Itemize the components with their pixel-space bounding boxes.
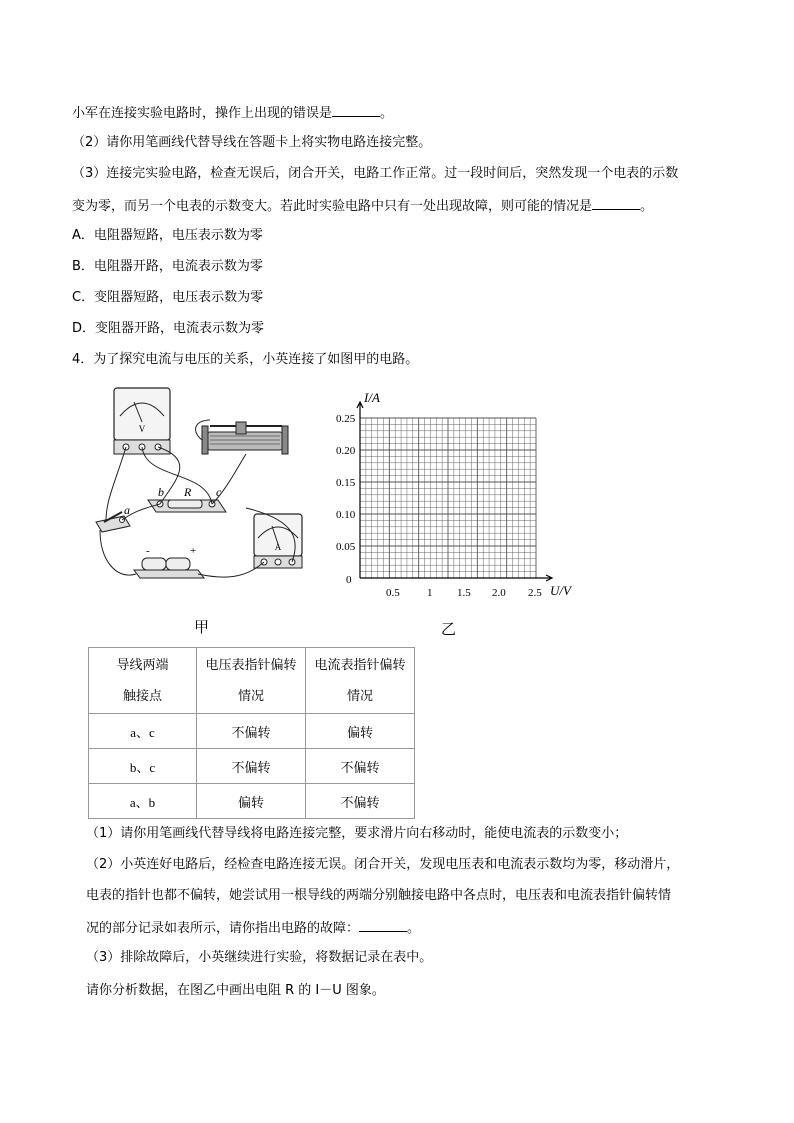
table-cell: 不偏转 <box>306 749 415 784</box>
point-c-label: c <box>216 485 222 499</box>
ammeter-label: A <box>274 542 282 552</box>
battery-icon <box>134 545 204 578</box>
table-cell: 不偏转 <box>306 784 415 819</box>
question-line <box>72 197 653 215</box>
x-tick-label: 1 <box>427 587 433 599</box>
resistor-label: R <box>184 485 192 499</box>
table-cell: 偏转 <box>306 714 415 749</box>
x-tick-label: 2.0 <box>492 587 506 599</box>
rheostat-icon <box>202 422 288 454</box>
resistor-icon <box>148 485 226 512</box>
question-text: 况的部分记录如表所示，请你指出电路的故障： <box>86 921 360 936</box>
header-cell: 导线两端 触接点 <box>89 648 197 714</box>
question-line: （2）请你用笔画线代替导线在答题卡上将实物电路连接完整。 <box>72 135 432 150</box>
option-d: D．变阻器开路，电流表示数为零 <box>72 321 265 336</box>
period: 。 <box>407 921 421 936</box>
question-text: 变为零，而另一个电表的示数变大。若此时实验电路中只有一处出现故障，则可能的情况是 <box>72 199 593 214</box>
y-tick-label: 0.15 <box>336 477 356 489</box>
question-4-title: 4．为了探究电流与电压的关系，小英连接了如图甲的电路。 <box>72 352 419 367</box>
table-cell: b、c <box>89 749 197 784</box>
period: 。 <box>380 106 394 121</box>
question-text: 小军在连接实验电路时，操作上出现的错误是 <box>72 106 333 121</box>
battery-minus-label: - <box>146 545 150 557</box>
table-row <box>89 784 415 819</box>
circuit-diagram <box>86 380 316 590</box>
period: 。 <box>640 199 654 214</box>
voltmeter-icon <box>114 388 170 454</box>
option-b: B．电阻器开路，电流表示数为零 <box>72 259 263 274</box>
y-tick-label: 0.10 <box>336 509 356 521</box>
sub-question-2-line: （2）小英连好电路后，经检查电路连接无误。闭合开关，发现电压表和电流表示数均为零，移动滑片， <box>86 857 680 872</box>
record-table <box>88 647 415 819</box>
question-line <box>72 104 393 122</box>
battery-plus-label: + <box>190 545 197 557</box>
option-a: A．电阻器短路，电压表示数为零 <box>72 228 263 243</box>
axes <box>357 402 552 581</box>
y-tick-label: 0.20 <box>336 445 356 457</box>
voltmeter-label: V <box>138 424 146 434</box>
table-row <box>89 749 415 784</box>
table-cell: 不偏转 <box>197 714 306 749</box>
table-row <box>89 714 415 749</box>
question-line: （3）连接完实验电路，检查无误后，闭合开关，电路工作正常。过一段时间后，突然发现一个电表的示数 <box>72 166 679 181</box>
x-tick-label: 2.5 <box>528 587 542 599</box>
table-cell: a、b <box>89 784 197 819</box>
table-cell: 偏转 <box>197 784 306 819</box>
table-header-row <box>89 648 415 714</box>
option-c: C．变阻器短路，电压表示数为零 <box>72 290 264 305</box>
x-tick-label: 1.5 <box>457 587 471 599</box>
answer-blank <box>359 919 407 932</box>
sub-question-3-line: 请你分析数据，在图乙中画出电阻 R 的 I－U 图象。 <box>86 983 385 998</box>
origin-label: 0 <box>346 574 352 586</box>
point-a-label: a <box>124 503 130 517</box>
y-axis-label: I/A <box>364 390 380 405</box>
grid <box>357 402 552 581</box>
sub-question-1: （1）请你用笔画线代替导线将电路连接完整，要求滑片向右移动时，能使电流表的示数变小； <box>86 826 628 841</box>
sub-question-2-line <box>86 919 420 937</box>
i-u-grid-chart <box>320 380 600 605</box>
point-b-label: b <box>158 485 164 499</box>
y-tick-label: 0.05 <box>336 541 356 553</box>
figure-jia-caption: 甲 <box>194 618 210 636</box>
table-cell: 不偏转 <box>197 749 306 784</box>
table-cell: a、c <box>89 714 197 749</box>
y-tick-label: 0.25 <box>336 413 356 425</box>
figure-yi-caption: 乙 <box>441 620 457 638</box>
answer-blank <box>332 104 380 117</box>
answer-blank <box>592 197 640 210</box>
x-axis-label: U/V <box>550 583 571 598</box>
sub-question-2-line: 电表的指针也都不偏转，她尝试用一根导线的两端分别触接电路中各点时，电压表和电流表指针偏转情 <box>86 888 672 903</box>
sub-question-3-line: （3）排除故障后，小英继续进行实验，将数据记录在表中。 <box>86 950 433 965</box>
header-cell: 电流表指针偏转 情况 <box>306 648 415 714</box>
x-tick-label: 0.5 <box>386 587 400 599</box>
header-cell: 电压表指针偏转 情况 <box>197 648 306 714</box>
